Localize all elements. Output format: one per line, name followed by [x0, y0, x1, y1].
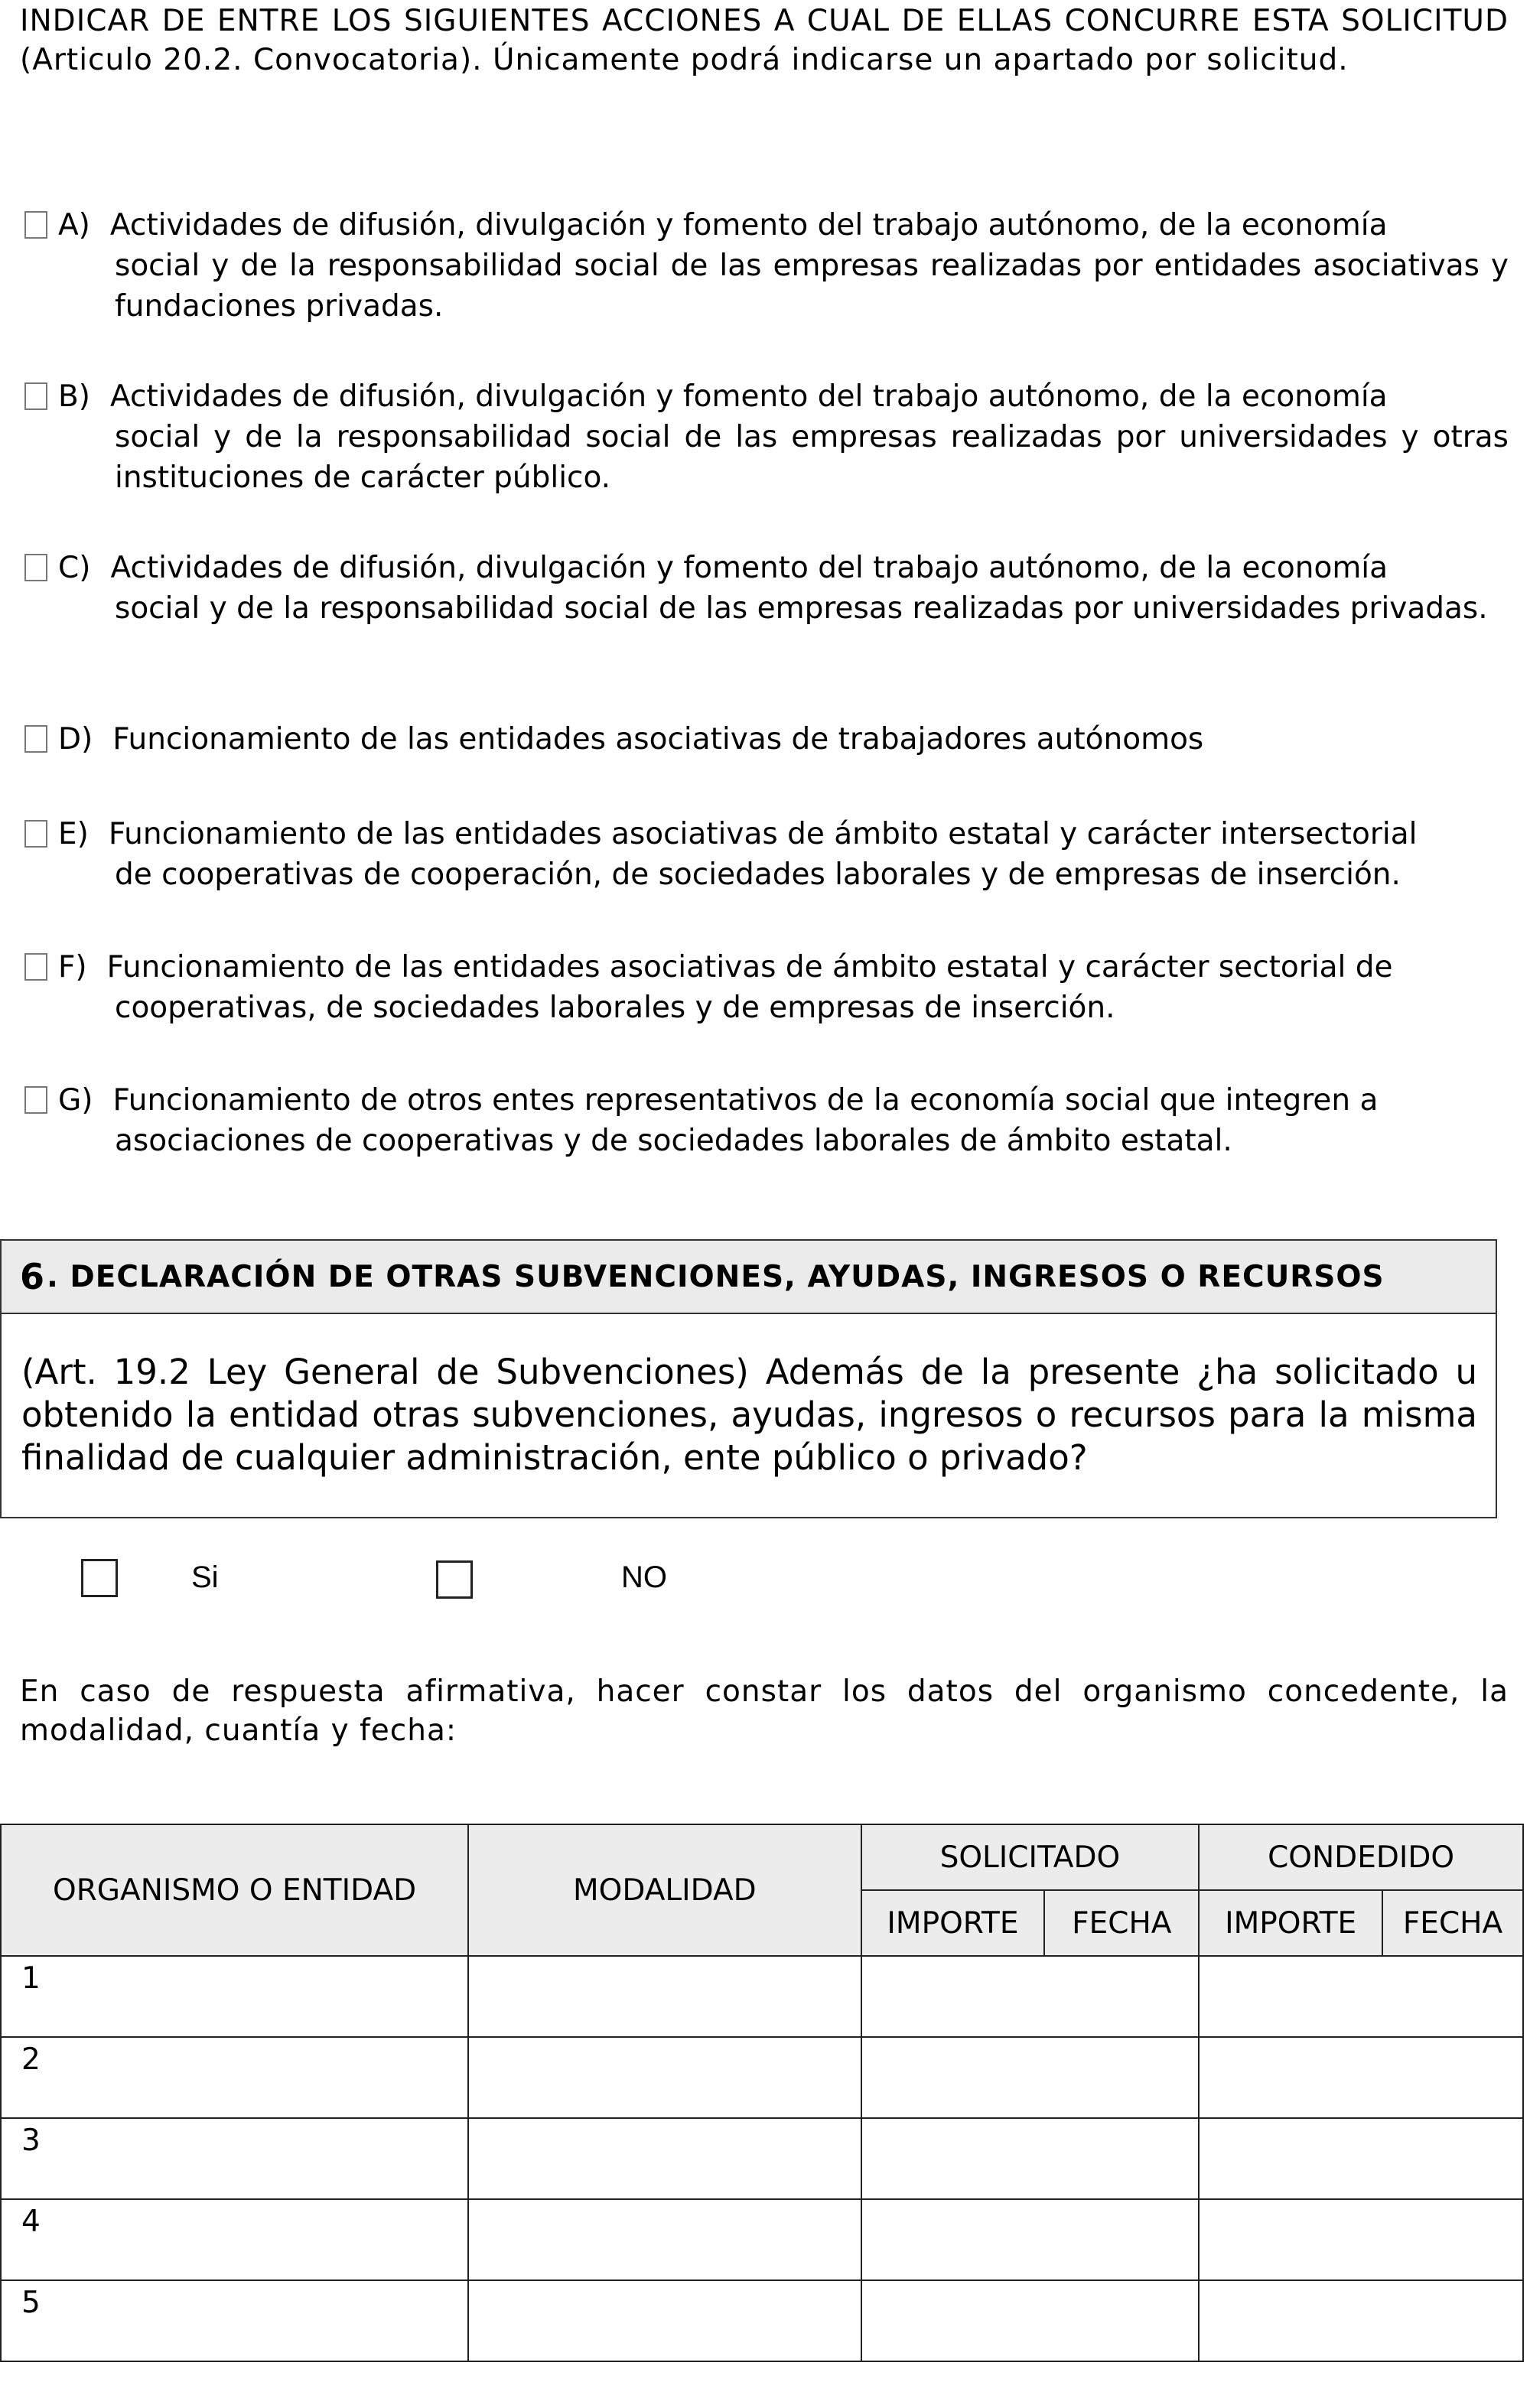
- option-c[interactable]: [24, 548, 1509, 629]
- table-row: [1, 2199, 1523, 2280]
- concedido-cell[interactable]: [1199, 1956, 1523, 2037]
- header-organismo: ORGANISMO O ENTIDAD: [1, 1824, 468, 1956]
- header-solicitado: SOLICITADO: [861, 1824, 1200, 1890]
- section-6-box: [0, 1239, 1497, 1518]
- row-number[interactable]: 1: [1, 1956, 468, 2037]
- yes-checkbox[interactable]: [81, 1559, 118, 1597]
- option-a[interactable]: [24, 205, 1509, 327]
- header-importe-solicitado: IMPORTE: [861, 1890, 1045, 1956]
- table-row: [1, 2118, 1523, 2199]
- option-text-continued: asociaciones de cooperativas y de sociedades laborales de ámbito estatal.: [115, 1124, 1232, 1158]
- option-e-checkbox[interactable]: [24, 820, 47, 848]
- option-g[interactable]: [24, 1080, 1509, 1161]
- option-g-checkbox[interactable]: [24, 1086, 47, 1114]
- subsidies-table: [0, 1824, 1524, 2362]
- option-text: Funcionamiento de las entidades asociativas de ámbito estatal y carácter sectorial de: [106, 950, 1393, 984]
- solicitado-cell[interactable]: [861, 2280, 1200, 2361]
- option-letter: A): [58, 208, 90, 242]
- modalidad-cell[interactable]: [468, 2280, 861, 2361]
- option-a-checkbox[interactable]: [24, 211, 47, 239]
- option-text-continued: social y de la responsabilidad social de las empresas realizadas por entidades asociativas y fundaciones privadas.: [115, 249, 1509, 324]
- table-row: [1, 2037, 1523, 2118]
- option-c-checkbox[interactable]: [24, 554, 47, 581]
- solicitado-cell[interactable]: [861, 2199, 1200, 2280]
- modalidad-cell[interactable]: [468, 2118, 861, 2199]
- option-letter: B): [58, 379, 90, 414]
- option-letter: E): [58, 817, 89, 851]
- modalidad-cell[interactable]: [468, 2037, 861, 2118]
- table-row: [1, 1956, 1523, 2037]
- concedido-cell[interactable]: [1199, 2280, 1523, 2361]
- header-concedido: CONDEDIDO: [1199, 1824, 1523, 1890]
- option-d-checkbox[interactable]: [24, 725, 47, 753]
- option-text: Actividades de difusión, divulgación y fomento del trabajo autónomo, de la economía: [109, 208, 1388, 242]
- table-row: [1, 2280, 1523, 2361]
- header-fecha-solicitado: FECHA: [1044, 1890, 1199, 1956]
- afirmative-instructions: En caso de respuesta afirmativa, hacer constar los datos del organismo concedente, la modalidad, cuantía y fecha:: [20, 1674, 1509, 1748]
- option-b[interactable]: [24, 376, 1509, 498]
- row-number[interactable]: 3: [1, 2118, 468, 2199]
- no-label: NO: [621, 1560, 667, 1594]
- option-letter: D): [58, 722, 93, 757]
- option-text: Funcionamiento de otros entes representativos de la economía social que integren a: [112, 1083, 1379, 1118]
- option-text-continued: social y de la responsabilidad social de las empresas realizadas por universidades privadas.: [115, 591, 1488, 626]
- section-6-header: [2, 1241, 1496, 1314]
- row-number[interactable]: 5: [1, 2280, 468, 2361]
- modalidad-cell[interactable]: [468, 1956, 861, 2037]
- section-number: 6: [20, 1256, 46, 1297]
- concedido-cell[interactable]: [1199, 2118, 1523, 2199]
- modalidad-cell[interactable]: [468, 2199, 861, 2280]
- option-text-continued: cooperativas, de sociedades laborales y de empresas de inserción.: [115, 991, 1115, 1025]
- solicitado-cell[interactable]: [861, 2118, 1200, 2199]
- row-number[interactable]: 4: [1, 2199, 468, 2280]
- section-6-question: (Art. 19.2 Ley General de Subvenciones) Además de la presente ¿ha solicitado u obtenido la entidad otras subvenciones, ayudas, ingresos o recursos para la misma finalidad de cualquier administración, ente público o privado?: [21, 1352, 1477, 1478]
- yes-label: Si: [191, 1560, 219, 1594]
- option-letter: C): [58, 551, 91, 585]
- no-checkbox[interactable]: [436, 1560, 473, 1599]
- option-b-checkbox[interactable]: [24, 382, 47, 410]
- option-text: Funcionamiento de las entidades asociativas de ámbito estatal y carácter intersectorial: [108, 817, 1418, 851]
- intro-instructions: INDICAR DE ENTRE LOS SIGUIENTES ACCIONES A CUAL DE ELLAS CONCURRE ESTA SOLICITUD (Articulo 20.2. Convocatoria). Únicamente podrá indicarse un apartado por solicitud.: [20, 4, 1509, 77]
- option-f-checkbox[interactable]: [24, 953, 47, 981]
- option-text: Funcionamiento de las entidades asociativas de trabajadores autónomos: [112, 722, 1204, 757]
- header-modalidad: MODALIDAD: [468, 1824, 861, 1956]
- option-text-continued: social y de la responsabilidad social de las empresas realizadas por universidades y otras instituciones de carácter público.: [115, 420, 1509, 495]
- row-number[interactable]: 2: [1, 2037, 468, 2118]
- concedido-cell[interactable]: [1199, 2037, 1523, 2118]
- option-e[interactable]: [24, 814, 1509, 895]
- option-letter: G): [58, 1083, 93, 1118]
- option-d[interactable]: [24, 719, 1509, 760]
- concedido-cell[interactable]: [1199, 2199, 1523, 2280]
- header-fecha-concedido: FECHA: [1382, 1890, 1523, 1956]
- option-text-continued: de cooperativas de cooperación, de sociedades laborales y de empresas de inserción.: [115, 857, 1401, 892]
- option-text: Actividades de difusión, divulgación y fomento del trabajo autónomo, de la economía: [109, 379, 1388, 414]
- header-importe-concedido: IMPORTE: [1199, 1890, 1382, 1956]
- option-f[interactable]: [24, 947, 1509, 1028]
- solicitado-cell[interactable]: [861, 1956, 1200, 2037]
- option-letter: F): [58, 950, 87, 984]
- option-text: Actividades de difusión, divulgación y fomento del trabajo autónomo, de la economía: [110, 551, 1388, 585]
- solicitado-cell[interactable]: [861, 2037, 1200, 2118]
- section-title: . DECLARACIÓN DE OTRAS SUBVENCIONES, AYUDAS, INGRESOS O RECURSOS: [47, 1259, 1385, 1294]
